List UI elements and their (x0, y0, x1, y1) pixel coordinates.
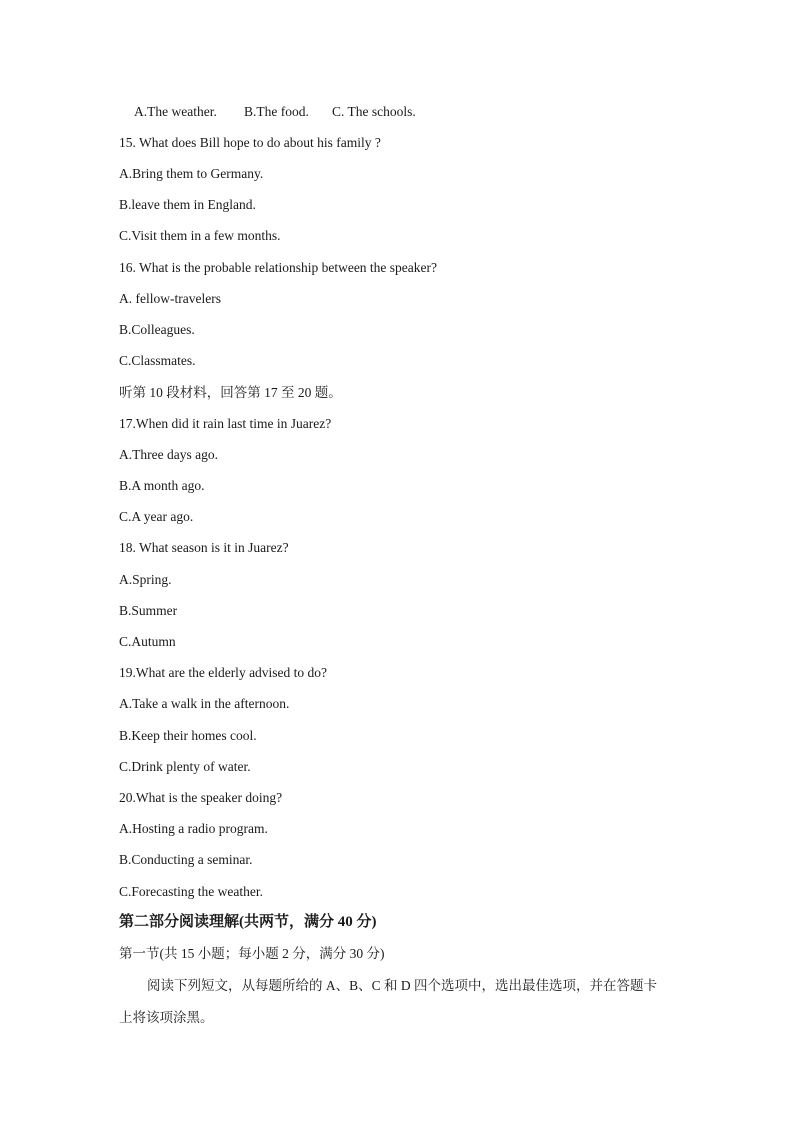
q18-option-b: B.Summer (119, 603, 178, 618)
q15-option-c: C.Visit them in a few months. (119, 228, 281, 243)
q19-question: 19.What are the elderly advised to do? (119, 665, 328, 680)
q17-option-c: C.A year ago. (119, 509, 194, 524)
q18-option-a: A.Spring. (119, 572, 172, 587)
q15-option-a: A.Bring them to Germany. (119, 166, 264, 181)
q16-option-b: B.Colleagues. (119, 322, 195, 337)
q18-question: 18. What season is it in Juarez? (119, 540, 289, 555)
reading-instruction-line-1: 阅读下列短文，从每题所给的 A、B、C 和 D 四个选项中，选出最佳选项，并在答题卡 (147, 978, 658, 993)
q20-question: 20.What is the speaker doing? (119, 790, 283, 805)
q16-option-a: A. fellow-travelers (119, 291, 221, 306)
q15-option-b: B.leave them in England. (119, 197, 256, 212)
q17-option-b: B.A month ago. (119, 478, 205, 493)
q19-option-a: A.Take a walk in the afternoon. (119, 696, 290, 711)
q19-option-b: B.Keep their homes cool. (119, 728, 257, 743)
q20-option-c: C.Forecasting the weather. (119, 884, 263, 899)
section-10-instruction: 听第 10 段材料，回答第 17 至 20 题。 (119, 385, 342, 400)
q14-option-b: B.The food. (244, 104, 309, 119)
q14-option-c: C. The schools. (332, 104, 416, 119)
q20-option-a: A.Hosting a radio program. (119, 821, 268, 836)
q15-question: 15. What does Bill hope to do about his family ? (119, 135, 381, 150)
q14-option-a: A.The weather. (134, 104, 217, 119)
q20-option-b: B.Conducting a seminar. (119, 852, 253, 867)
q18-option-c: C.Autumn (119, 634, 176, 649)
q19-option-c: C.Drink plenty of water. (119, 759, 251, 774)
reading-instruction-line-2: 上将该项涂黑。 (119, 1010, 214, 1025)
q16-option-c: C.Classmates. (119, 353, 196, 368)
part-2-heading: 第二部分阅读理解(共两节，满分 40 分) (119, 914, 377, 930)
q17-question: 17.When did it rain last time in Juarez? (119, 416, 332, 431)
q16-question: 16. What is the probable relationship between the speaker? (119, 260, 438, 275)
part-2-section-1-heading: 第一节(共 15 小题；每小题 2 分，满分 30 分) (119, 946, 385, 961)
q17-option-a: A.Three days ago. (119, 447, 218, 462)
